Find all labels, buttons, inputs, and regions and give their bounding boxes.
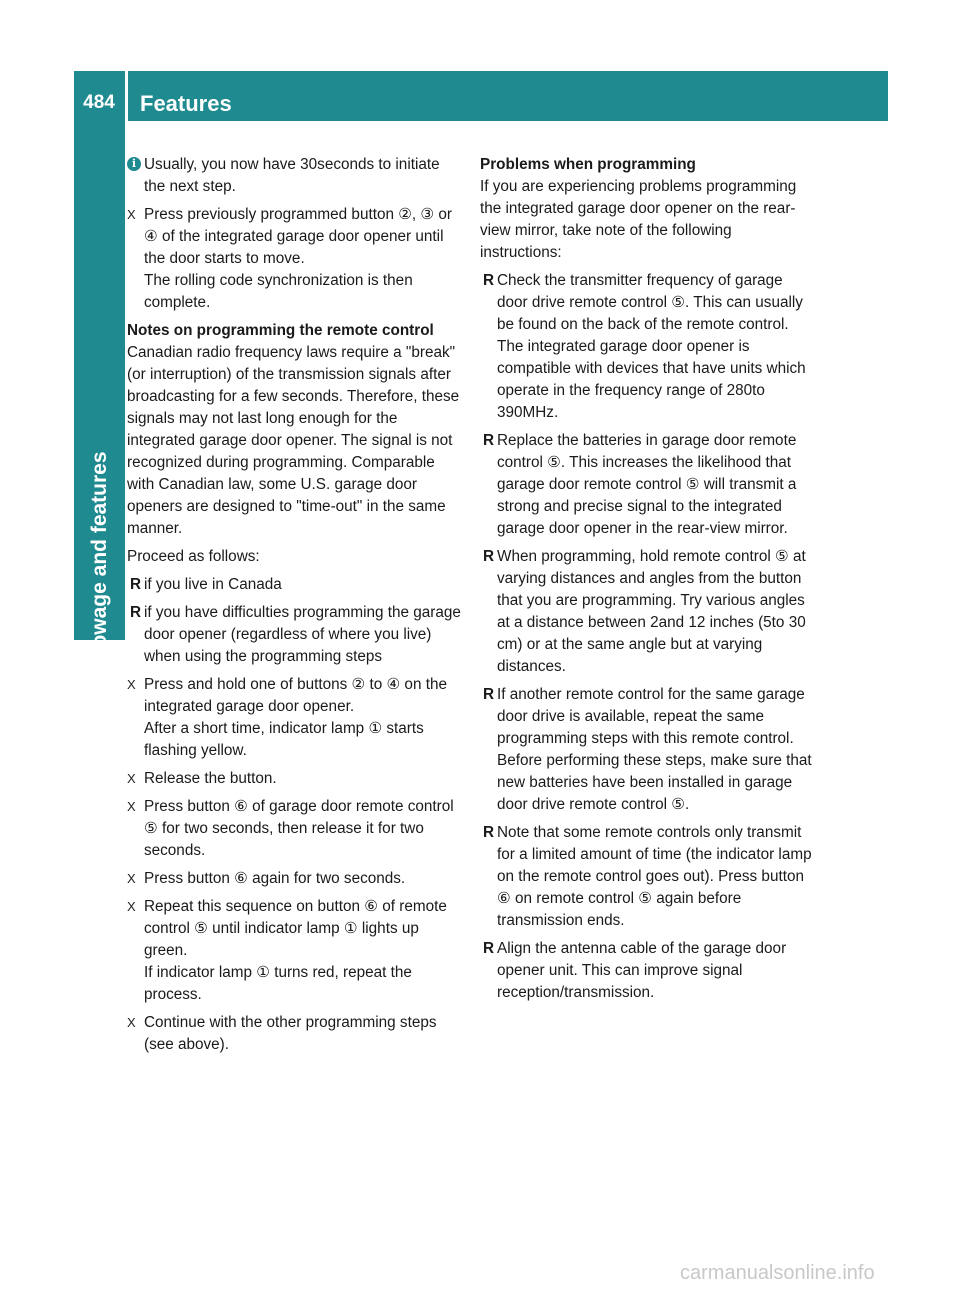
step-item xyxy=(127,868,462,890)
bullet-r-icon: R xyxy=(483,432,495,449)
page-header xyxy=(74,71,888,121)
right-column xyxy=(480,154,813,1010)
step-text: Continue with the other programming steps (see above). xyxy=(144,1014,437,1053)
list-item xyxy=(480,430,813,540)
list-item xyxy=(480,684,813,816)
step-text: Press previously programmed button ②, ③ or ④ of the integrated garage door opener until the door starts to move. xyxy=(144,206,452,267)
step-item xyxy=(127,768,462,790)
arrow-x-icon: X xyxy=(127,899,136,914)
notes-paragraph: Canadian radio frequency laws require a "break" (or interruption) of the transmission signals after broadcasting for a few seconds. Therefore, these signals may not last long enough for the integrated garage door opener. The signal is not recognized during programming. Comparable with Canadian law, some U.S. garage door openers are designed to "time-out" in the same manner. xyxy=(127,344,460,537)
bullet-r-icon: R xyxy=(130,604,142,621)
bullet-text: If another remote control for the same garage door drive is available, repeat the same programming steps with this remote control. Before performing these steps, make sure that new batteries have been installed in garage door drive remote control ⑤. xyxy=(497,686,812,813)
list-item xyxy=(480,938,813,1004)
watermark: carmanualsonline.info xyxy=(680,1262,875,1284)
side-label: Stowage and features xyxy=(87,451,111,669)
step-result: The rolling code synchronization is then complete. xyxy=(144,272,413,311)
step-text: Release the button. xyxy=(144,770,277,787)
problems-intro: If you are experiencing problems programming the integrated garage door opener on the rear-view mirror, take note of the following instructions: xyxy=(480,178,797,261)
bullet-text: Note that some remote controls only transmit for a limited amount of time (the indicator lamp on the remote control goes out). Press button ⑥ on remote control ⑤ again before transmission ends. xyxy=(497,824,812,929)
arrow-x-icon: X xyxy=(127,207,136,222)
step-text: Press button ⑥ of garage door remote control ⑤ for two seconds, then release it for two seconds. xyxy=(144,798,454,859)
side-label-wrap xyxy=(74,120,125,669)
problems-heading: Problems when programming xyxy=(480,156,696,173)
arrow-x-icon: X xyxy=(127,771,136,786)
list-item xyxy=(480,546,813,678)
list-item xyxy=(127,574,462,596)
page-number: 484 xyxy=(83,92,115,113)
proceed-text: Proceed as follows: xyxy=(127,548,260,565)
step-text: Press and hold one of buttons ② to ④ on the integrated garage door opener. xyxy=(144,676,447,715)
bullet-text: Check the transmitter frequency of garage door drive remote control ⑤. This can usually be found on the back of the remote control. xyxy=(497,272,803,333)
step-item xyxy=(127,674,462,762)
bullet-r-icon: R xyxy=(483,686,495,703)
info-note-text: Usually, you now have 30seconds to initiate the next step. xyxy=(144,156,440,195)
step-text: Repeat this sequence on button ⑥ of remote control ⑤ until indicator lamp ① lights up green. xyxy=(144,898,447,959)
bullet-r-icon: R xyxy=(483,272,495,289)
bullet-text: When programming, hold remote control ⑤ at varying distances and angles from the button that you are programming. Try various angles at a distance between 2and 12 inches (5to 30 cm) or at the same angle but at varying distances. xyxy=(497,548,806,675)
list-item xyxy=(480,270,813,424)
bullet-r-icon: R xyxy=(483,940,495,957)
step-item xyxy=(127,796,462,862)
info-icon: i xyxy=(127,157,141,171)
step-result: If indicator lamp ① turns red, repeat the process. xyxy=(144,964,412,1003)
bullet-text: Align the antenna cable of the garage door opener unit. This can improve signal reception/transmission. xyxy=(497,940,787,1001)
bullet-extra: The integrated garage door opener is compatible with devices that have units which operate in the frequency range of 280to 390MHz. xyxy=(497,338,806,421)
bullet-text: Replace the batteries in garage door remote control ⑤. This increases the likelihood that garage door remote control ⑤ will transmit a strong and precise signal to the integrated garage door opener in the rear-view mirror. xyxy=(497,432,797,537)
step-result: After a short time, indicator lamp ① starts flashing yellow. xyxy=(144,720,424,759)
list-item xyxy=(127,602,462,668)
bullet-r-icon: R xyxy=(130,576,142,593)
bullet-text: if you have difficulties programming the garage door opener (regardless of where you live) when using the programming steps xyxy=(144,604,461,665)
list-item xyxy=(480,822,813,932)
bullet-r-icon: R xyxy=(483,824,495,841)
step-text: Press button ⑥ again for two seconds. xyxy=(144,870,406,887)
arrow-x-icon: X xyxy=(127,799,136,814)
header-divider xyxy=(125,71,128,121)
step-item xyxy=(127,204,462,314)
arrow-x-icon: X xyxy=(127,871,136,886)
bullet-text: if you live in Canada xyxy=(144,576,282,593)
step-item xyxy=(127,1012,462,1056)
step-item xyxy=(127,896,462,1006)
section-title: Features xyxy=(140,91,232,116)
bullet-r-icon: R xyxy=(483,548,495,565)
info-note xyxy=(127,154,462,198)
notes-heading: Notes on programming the remote control xyxy=(127,322,434,339)
arrow-x-icon: X xyxy=(127,1015,136,1030)
arrow-x-icon: X xyxy=(127,677,136,692)
left-column xyxy=(127,154,462,1062)
